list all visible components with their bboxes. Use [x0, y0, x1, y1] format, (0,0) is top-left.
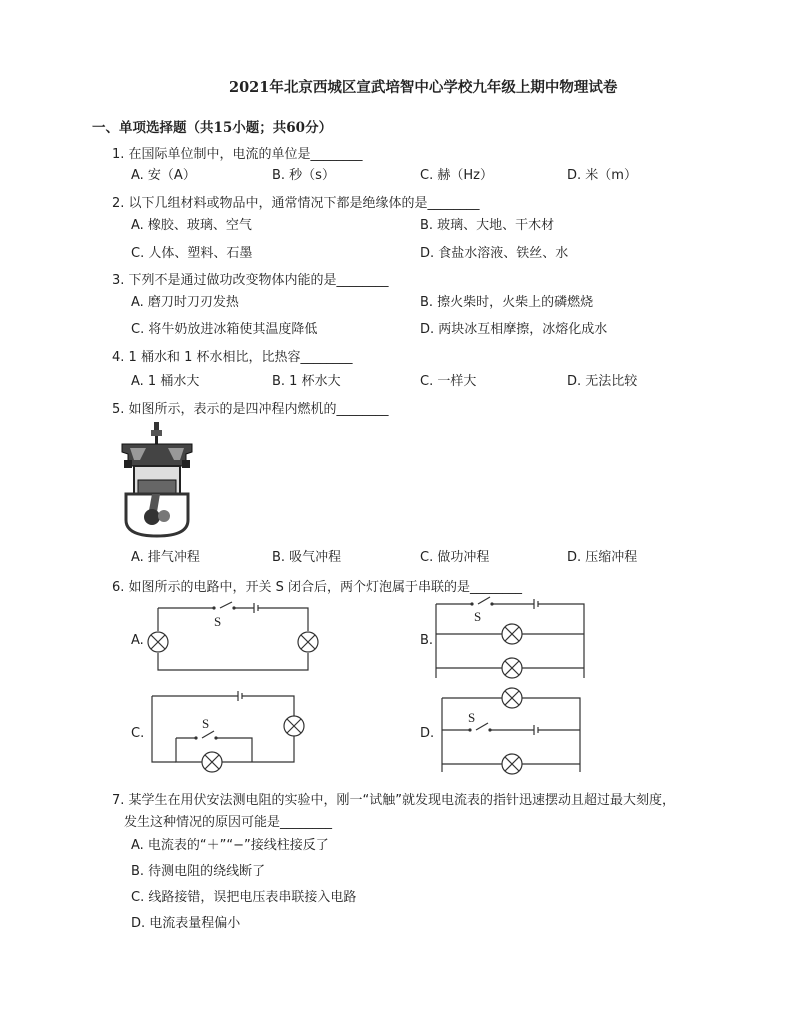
question-7-stem-continued: 发生这种情况的原因可能是________ [124, 815, 333, 830]
circuit-d-switch-label: S [468, 710, 476, 725]
q3-option-c: C. 将牛奶放进冰箱使其温度降低 [131, 322, 318, 337]
circuit-a-diagram [144, 596, 324, 678]
circuit-c-switch-label: S [202, 716, 210, 731]
question-1-stem: 1. 在国际单位制中，电流的单位是________ [112, 147, 363, 162]
q1-option-b: B. 秒（s） [272, 168, 335, 183]
engine-figure [116, 420, 198, 540]
circuit-c-diagram [146, 686, 312, 776]
question-4-stem: 4. 1 桶水和 1 杯水相比，比热容________ [112, 350, 353, 365]
q2-option-d: D. 食盐水溶液、铁丝、水 [420, 246, 569, 261]
q3-option-b: B. 擦火柴时，火柴上的磷燃烧 [420, 295, 594, 310]
question-6-stem: 6. 如图所示的电路中，开关 S 闭合后，两个灯泡属于串联的是________ [112, 580, 523, 595]
q4-option-d: D. 无法比较 [567, 374, 638, 389]
q4-option-b: B. 1 杯水大 [272, 374, 341, 389]
q3-option-a: A. 磨刀时刀刃发热 [131, 295, 239, 310]
question-2-stem: 2. 以下几组材料或物品中，通常情况下都是绝缘体的是________ [112, 196, 480, 211]
circuit-b-switch-label: S [474, 609, 482, 624]
page-title: 2021年北京西城区宣武培智中心学校九年级上期中物理试卷 [229, 79, 618, 96]
question-3-stem: 3. 下列不是通过做功改变物体内能的是________ [112, 273, 389, 288]
q4-option-c: C. 一样大 [420, 374, 477, 389]
q5-option-b: B. 吸气冲程 [272, 550, 342, 565]
section-heading: 一、单项选择题（共15小题；共60分） [92, 120, 333, 136]
q7-option-b: B. 待测电阻的绕线断了 [131, 864, 266, 879]
q4-option-a: A. 1 桶水大 [131, 374, 200, 389]
circuit-b-label: B. [420, 633, 434, 648]
circuit-a-label: A. [131, 633, 144, 648]
q2-option-b: B. 玻璃、大地、干木材 [420, 218, 555, 233]
q7-option-d: D. 电流表量程偏小 [131, 916, 241, 931]
question-7-stem: 7. 某学生在用伏安法测电阻的实验中，刚一“试触”就发现电流表的指针迅速摆动且超过最大刻度， [112, 793, 676, 808]
q2-option-c: C. 人体、塑料、石墨 [131, 246, 253, 261]
q1-option-d: D. 米（m） [567, 168, 637, 183]
circuit-b-diagram [430, 594, 590, 684]
q5-option-d: D. 压缩冲程 [567, 550, 638, 565]
q5-option-a: A. 排气冲程 [131, 550, 200, 565]
q1-option-a: A. 安（A） [131, 168, 196, 183]
q7-option-c: C. 线路接错，误把电压表串联接入电路 [131, 890, 357, 905]
circuit-d-label: D. [420, 726, 435, 741]
circuit-d-diagram [430, 684, 590, 780]
circuit-a-switch-label: S [214, 614, 222, 629]
q3-option-d: D. 两块冰互相摩擦，冰熔化成水 [420, 322, 608, 337]
question-5-stem: 5. 如图所示，表示的是四冲程内燃机的________ [112, 402, 389, 417]
q2-option-a: A. 橡胶、玻璃、空气 [131, 218, 252, 233]
circuit-c-label: C. [131, 726, 145, 741]
q5-option-c: C. 做功冲程 [420, 550, 490, 565]
q1-option-c: C. 赫（Hz） [420, 168, 493, 183]
q7-option-a: A. 电流表的“＋”“−”接线柱接反了 [131, 838, 329, 853]
